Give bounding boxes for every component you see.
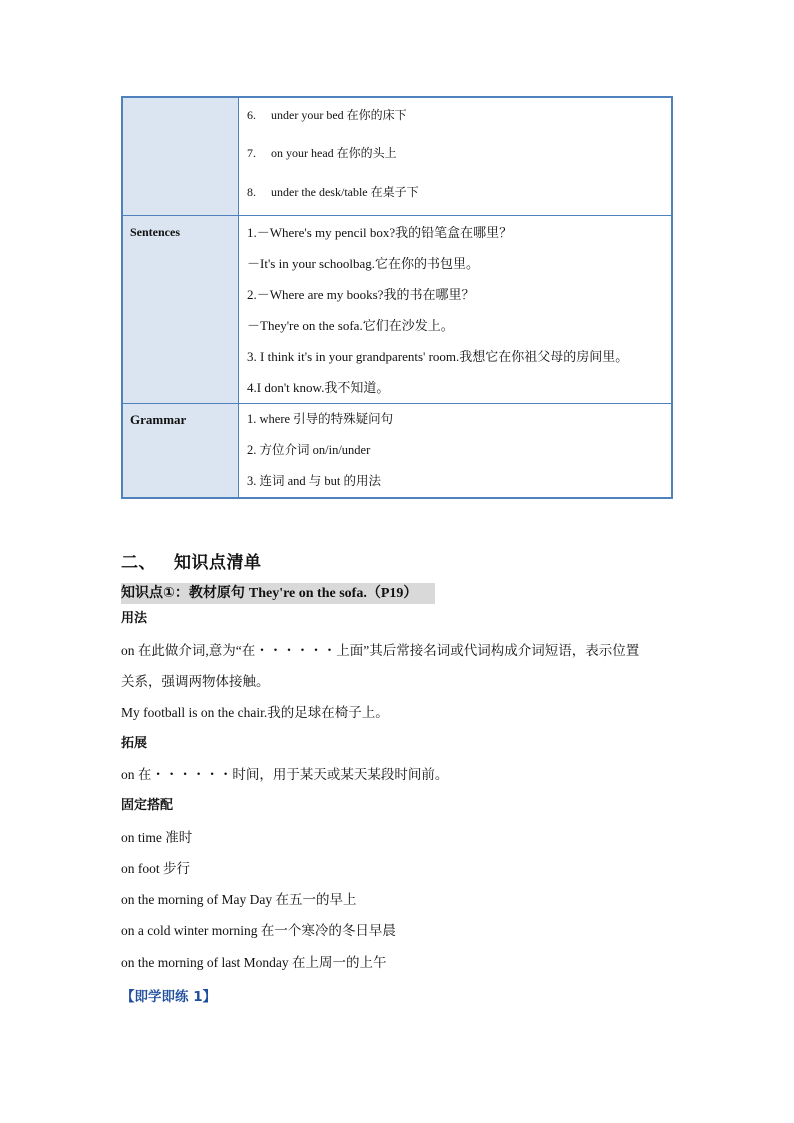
table-row-grammar (122, 404, 672, 499)
sentence-item: 2.－Where are my books?我的书在哪里？ (247, 287, 475, 302)
sentence-item: 1.－Where's my pencil box?我的铅笔盒在哪里？ (247, 225, 513, 240)
collocation-item: on the morning of last Monday 在上周一的上午 (121, 955, 387, 970)
sentence-item: 4.I don't know.我不知道。 (247, 380, 390, 395)
knowledge-point-sentence: They're on the sofa.（P19） (248, 586, 418, 601)
grammar-content-cell (239, 404, 673, 499)
collocation-item: on a cold winter morning 在一个寒冷的冬日早晨 (121, 923, 396, 938)
collocation-item: on foot 步行 (121, 861, 190, 876)
knowledge-point-heading (121, 583, 435, 604)
usage-example: My football is on the chair.我的足球在椅子上。 (121, 705, 389, 720)
usage-text: on 在此做介词,意为“在・・・・・・上面”其后常接名词或代词构成介词短语，表示位置 (121, 643, 640, 658)
section-number: 二、 (121, 553, 156, 573)
extend-heading: 拓展 (121, 736, 148, 751)
sentence-item: －It's in your schoolbag.它在你的书包里。 (247, 256, 479, 271)
grammar-item: 3. 连词 and 与 but 的用法 (247, 474, 382, 488)
grammar-item: 2. 方位介词 on/in/under (247, 443, 371, 457)
section-title: 知识点清单 (174, 553, 262, 573)
usage-text: 关系，强调两物体接触。 (121, 674, 270, 689)
grammar-item: 1. where 引导的特殊疑问句 (247, 412, 394, 426)
summary-table (121, 96, 673, 499)
knowledge-point-label: 知识点①：教材原句 (121, 585, 245, 601)
practice-heading: 【即学即练 1】 (121, 989, 217, 1005)
table-row-phrases (122, 97, 672, 216)
phrases-label-cell (122, 97, 239, 216)
phrase-item: 8. under the desk/table 在桌子下 (247, 185, 419, 199)
phrase-item: 6. under your bed 在你的床下 (247, 108, 407, 122)
usage-heading: 用法 (121, 611, 148, 626)
section-heading (121, 548, 262, 573)
sentence-item: 3. I think it's in your grandparents' room.我想它在你祖父母的房间里。 (247, 349, 629, 364)
sentences-label: Sentences (122, 216, 239, 404)
phrases-content-cell (239, 97, 673, 216)
extend-text: on 在・・・・・・时间，用于某天或某天某段时间前。 (121, 767, 449, 782)
grammar-label: Grammar (122, 404, 239, 499)
collocation-item: on time 准时 (121, 830, 193, 845)
sentences-content-cell (239, 216, 673, 404)
collocation-item: on the morning of May Day 在五一的早上 (121, 892, 357, 907)
sentence-item: －They're on the sofa.它们在沙发上。 (247, 318, 454, 333)
phrase-item: 7. on your head 在你的头上 (247, 146, 397, 160)
table-row-sentences (122, 216, 672, 404)
collocation-heading: 固定搭配 (121, 798, 174, 813)
